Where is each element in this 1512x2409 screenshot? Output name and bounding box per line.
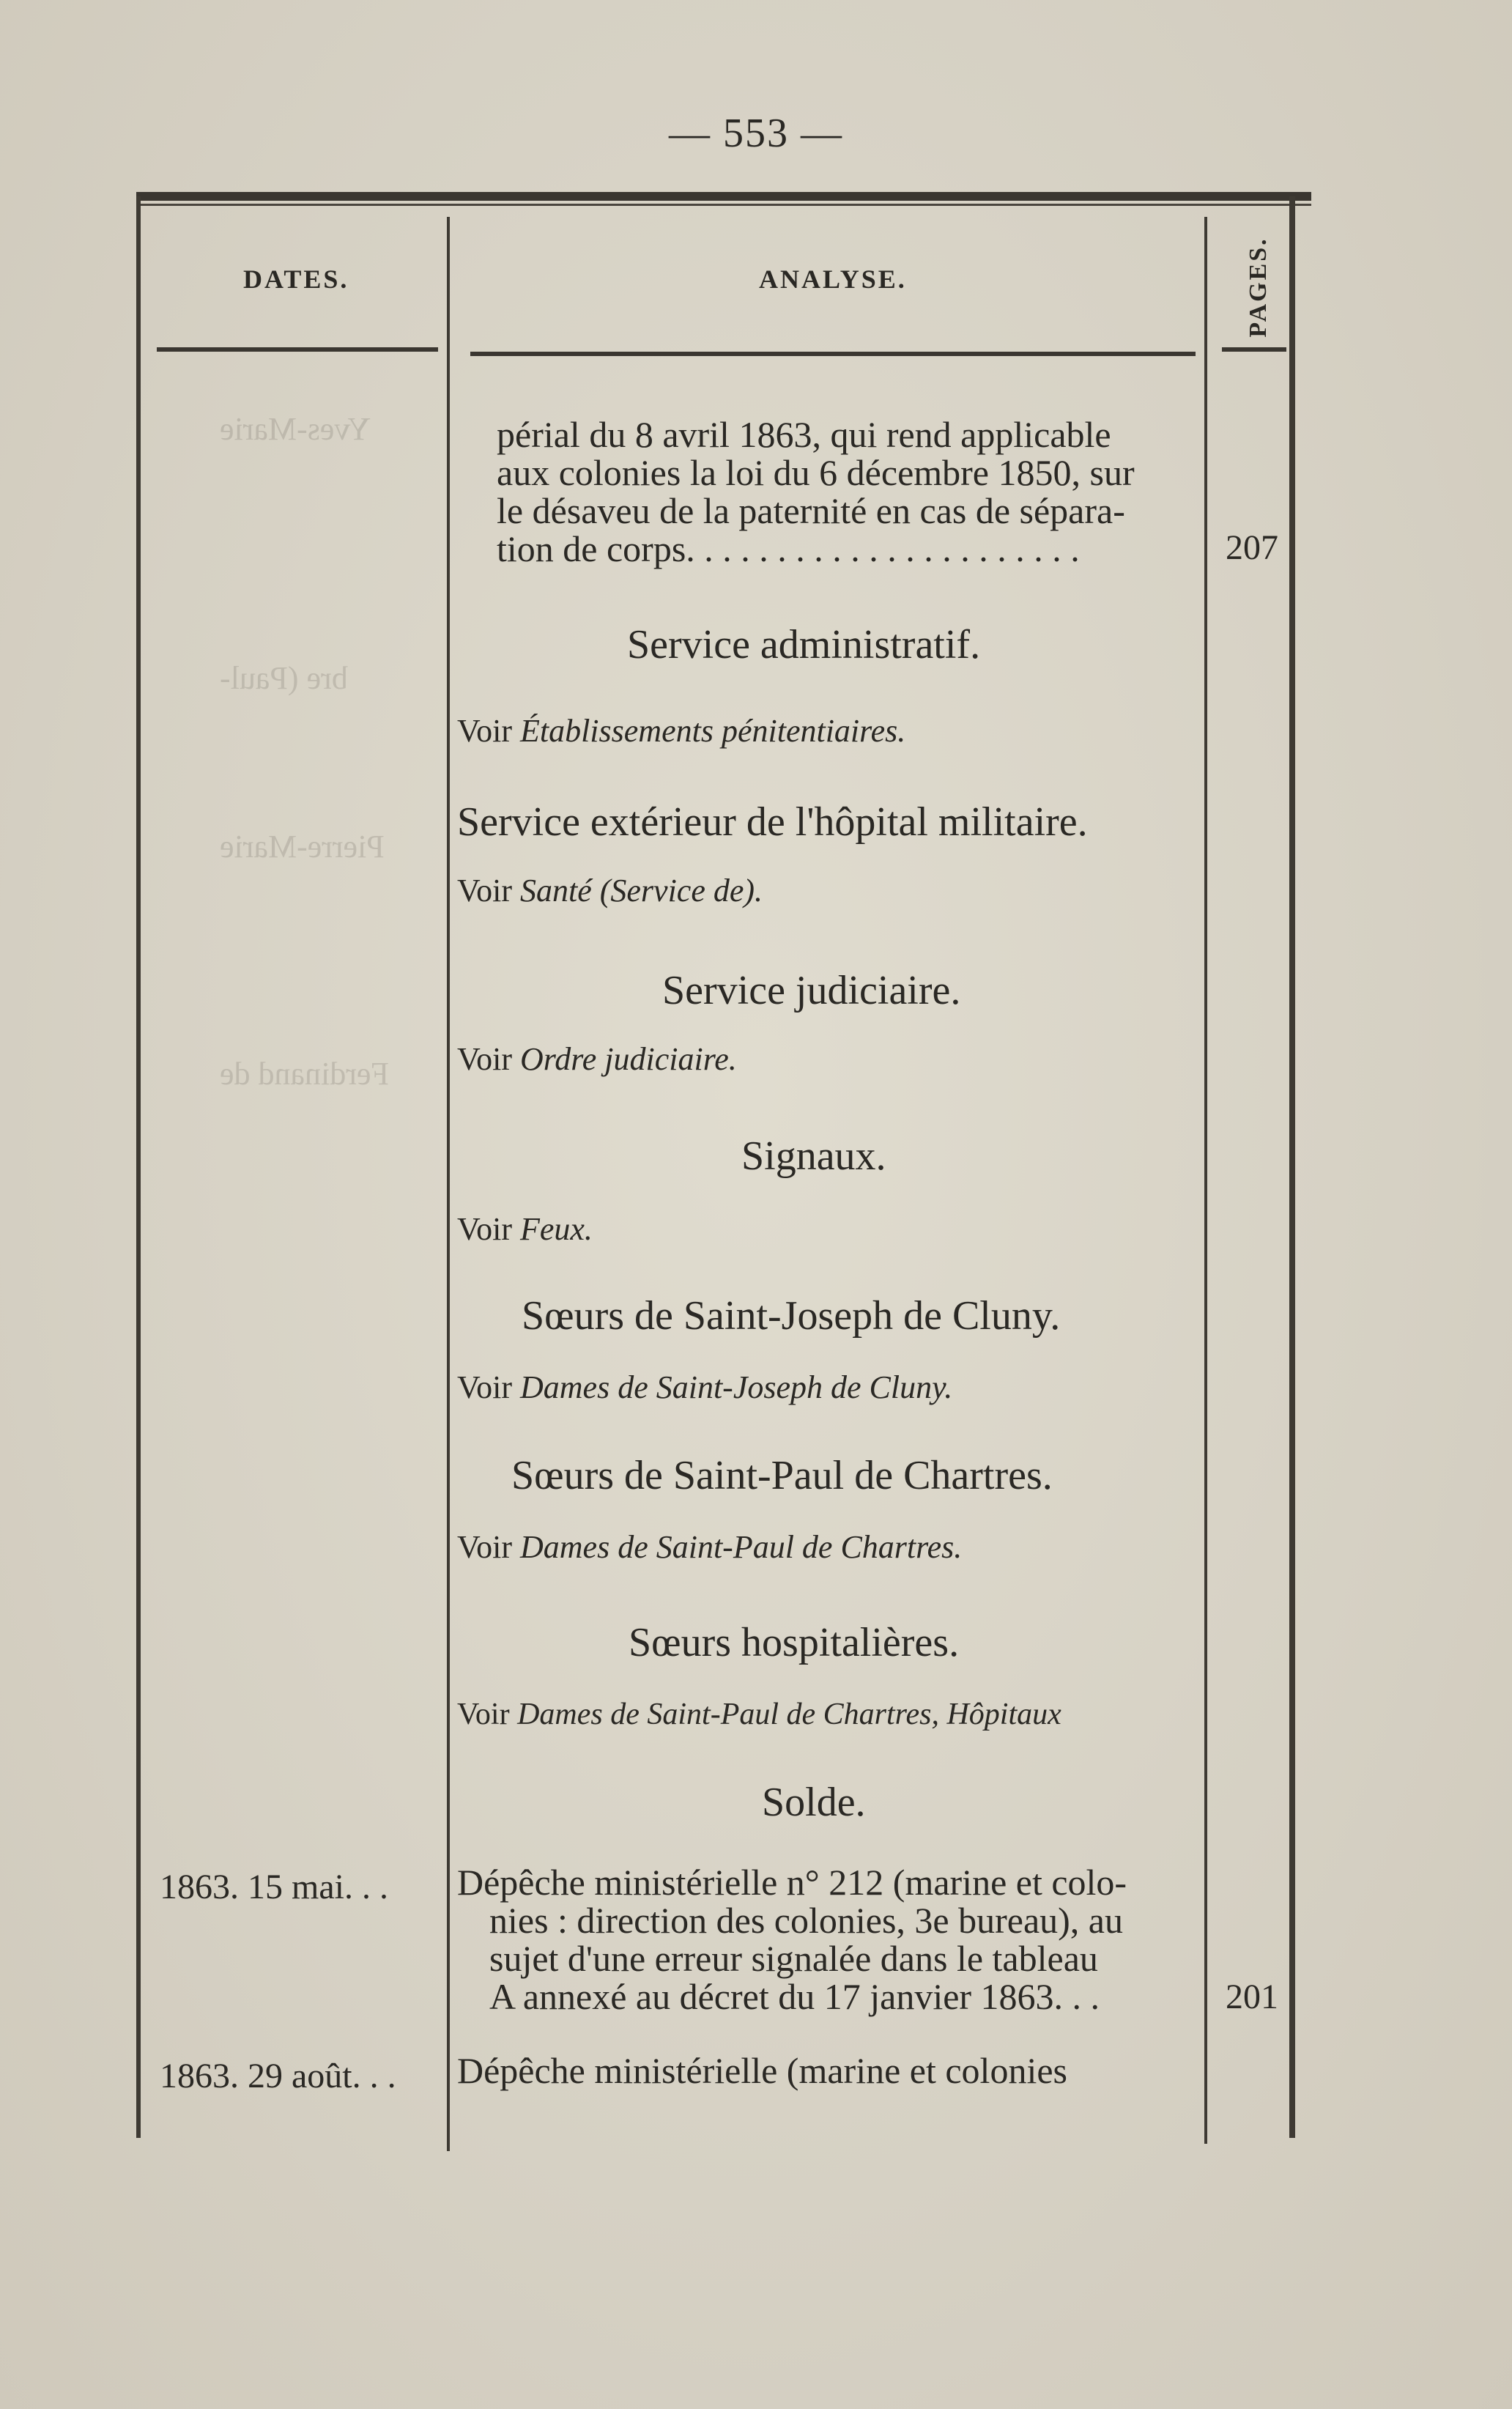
section-title: Signaux. [741, 1133, 886, 1179]
see-reference: Voir Dames de Saint-Paul de Chartres, Hôpitaux [457, 1698, 1061, 1731]
see-reference: Voir Dames de Saint-Joseph de Cluny. [457, 1369, 953, 1405]
bleed-through-text: Yves-Marie [220, 411, 371, 447]
entry-line: A annexé au décret du 17 janvier 1863. . . [489, 1976, 1100, 2017]
section-title: Service administratif. [627, 622, 981, 667]
section-title: Sœurs de Saint-Joseph de Cluny. [522, 1293, 1061, 1339]
dates-column-divider [447, 217, 450, 2151]
section-title: Sœurs hospitalières. [629, 1620, 960, 1665]
section-title: Service extérieur de l'hôpital militaire. [457, 799, 1088, 845]
analyse-column-divider [1204, 217, 1207, 2144]
see-reference: Voir Feux. [457, 1211, 593, 1247]
section-title: Service judiciaire. [662, 968, 961, 1013]
pages-header-rule [1222, 347, 1286, 352]
table-left-border [136, 196, 141, 2138]
section-title: Solde. [762, 1780, 866, 1825]
pages-header: PAGES. [1245, 237, 1272, 338]
bleed-through-text: bre (Paul- [220, 660, 348, 696]
entry-date: 1863. 29 août. . . [160, 2057, 396, 2095]
entry-date: 1863. 15 mai. . . [160, 1868, 388, 1906]
entry-line: tion de corps. . . . . . . . . . . . . . . . . . . . . . [497, 528, 1080, 569]
entry-line: le désaveu de la paternité en cas de sépara- [497, 490, 1125, 531]
table-top-rule-thin [136, 204, 1311, 206]
entry-line: périal du 8 avril 1863, qui rend applicable [497, 414, 1111, 455]
entry-line: nies : direction des colonies, 3e bureau), au [489, 1900, 1123, 1941]
see-reference: Voir Ordre judiciaire. [457, 1041, 737, 1077]
section-title: Sœurs de Saint-Paul de Chartres. [511, 1453, 1053, 1498]
entry-line: aux colonies la loi du 6 décembre 1850, sur [497, 452, 1135, 493]
see-reference: Voir Établissements pénitentiaires. [457, 713, 906, 749]
bleed-through-text: Ferdinand de [220, 1056, 389, 1092]
entry-line: Dépêche ministérielle n° 212 (marine et colo- [457, 1862, 1127, 1903]
page-number: — 553 — [669, 111, 843, 156]
see-reference: Voir Santé (Service de). [457, 873, 763, 909]
entry-line: sujet d'une erreur signalée dans le tableau [489, 1938, 1098, 1979]
analyse-header: ANALYSE. [759, 264, 907, 294]
page-reference: 201 [1226, 1977, 1278, 2016]
dates-header: DATES. [243, 264, 349, 294]
page-reference: 207 [1226, 528, 1278, 567]
bleed-through-text: Pierre-Marie [220, 829, 385, 865]
see-reference: Voir Dames de Saint-Paul de Chartres. [457, 1529, 963, 1565]
analyse-header-rule [470, 352, 1196, 356]
dates-header-rule [157, 347, 438, 352]
table-top-rule [136, 192, 1311, 201]
table-right-border [1289, 196, 1295, 2138]
entry-line: Dépêche ministérielle (marine et colonies [457, 2050, 1067, 2091]
